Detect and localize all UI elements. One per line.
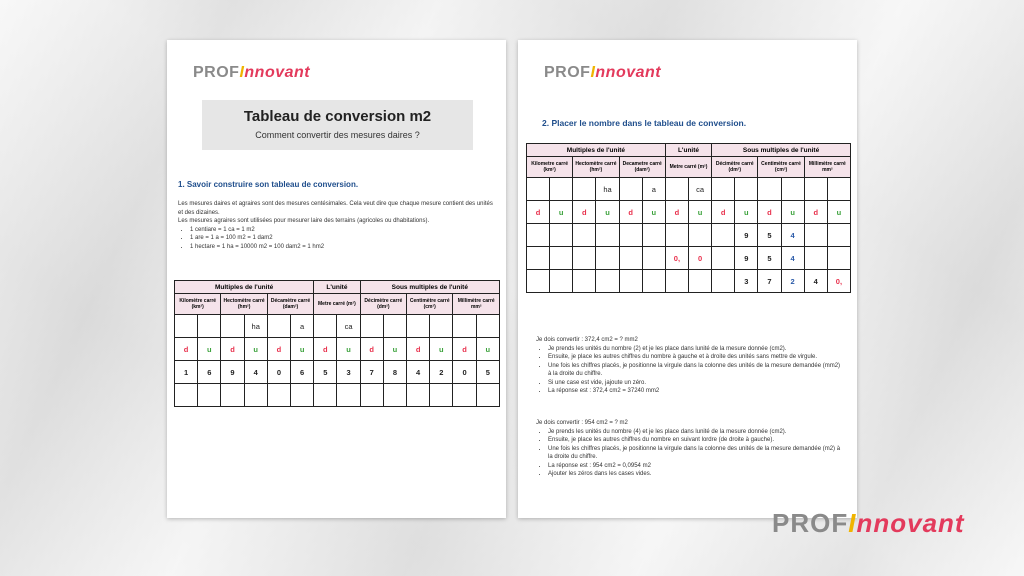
table-cell bbox=[573, 247, 596, 270]
brand-logo: PROFInnovant bbox=[193, 64, 311, 81]
table-cell: 9 bbox=[221, 361, 244, 384]
group-header: L'unité bbox=[314, 281, 360, 294]
table-cell bbox=[383, 315, 406, 338]
table-cell bbox=[665, 224, 688, 247]
table-cell: d bbox=[221, 338, 244, 361]
group-header: Sous multiples de l'unité bbox=[360, 281, 499, 294]
table-cell: u bbox=[642, 201, 665, 224]
table-cell: 5 bbox=[758, 224, 781, 247]
table-cell bbox=[642, 224, 665, 247]
unit-header: Kilomètre carré (km²) bbox=[175, 294, 221, 315]
unit-header: Centimètre carré (cm²) bbox=[758, 157, 804, 178]
table-cell bbox=[804, 224, 827, 247]
table-cell: a bbox=[642, 178, 665, 201]
table-cell: d bbox=[758, 201, 781, 224]
table-row bbox=[175, 338, 500, 361]
table-cell: d bbox=[804, 201, 827, 224]
table-row bbox=[527, 178, 851, 201]
table-cell bbox=[550, 178, 573, 201]
table-cell: d bbox=[573, 201, 596, 224]
table-row bbox=[527, 201, 851, 224]
table-cell bbox=[430, 384, 453, 407]
list-item: • La réponse est : 954 cm2 = 0,0954 m2 bbox=[548, 462, 841, 471]
table-cell: 7 bbox=[758, 270, 781, 293]
table-cell: 8 bbox=[383, 361, 406, 384]
list-item: • 1 are = 1 a = 100 m2 = 1 dam2 bbox=[190, 234, 498, 243]
table-cell bbox=[267, 384, 290, 407]
intro-line: Les mesures agraires sont utilisées pour mesurer laire des terrains (agricoles ou dhabitations). bbox=[178, 218, 430, 224]
table-cell bbox=[596, 224, 619, 247]
table-cell: 9 bbox=[735, 247, 758, 270]
table-cell bbox=[550, 224, 573, 247]
table-cell bbox=[804, 178, 827, 201]
table-cell bbox=[573, 178, 596, 201]
unit-header: Millimètre carré mm² bbox=[453, 294, 500, 315]
table-cell bbox=[476, 315, 499, 338]
table-cell bbox=[527, 224, 550, 247]
table-cell bbox=[550, 247, 573, 270]
list-item: • Ajouter les zéros dans les cases vides. bbox=[548, 470, 841, 479]
table-cell: ca bbox=[688, 178, 711, 201]
table-cell bbox=[453, 315, 476, 338]
table-cell: 2 bbox=[430, 361, 453, 384]
table-cell: 7 bbox=[360, 361, 383, 384]
table-cell: a bbox=[291, 315, 314, 338]
conversion-table bbox=[526, 143, 851, 293]
table-cell bbox=[198, 315, 221, 338]
table-cell: 5 bbox=[758, 247, 781, 270]
table-row bbox=[527, 247, 851, 270]
table-cell bbox=[712, 247, 735, 270]
group-header: Multiples de l'unité bbox=[527, 144, 666, 157]
table-cell: u bbox=[337, 338, 360, 361]
unit-header: Metre carré (m²) bbox=[314, 294, 360, 315]
table-cell: u bbox=[291, 338, 314, 361]
table-cell: d bbox=[360, 338, 383, 361]
list-item: • Une fois les chiffres placés, je positionne la virgule dans la colonne des unités de la mesure demandée (m2) à la droite du chiffre. bbox=[548, 445, 841, 462]
table-cell: u bbox=[198, 338, 221, 361]
table-row bbox=[175, 384, 500, 407]
table-cell bbox=[267, 315, 290, 338]
table-cell bbox=[712, 224, 735, 247]
group-header: Multiples de l'unité bbox=[175, 281, 314, 294]
table-cell bbox=[781, 178, 804, 201]
table-cell: u bbox=[735, 201, 758, 224]
table-cell bbox=[527, 247, 550, 270]
table-cell: d bbox=[407, 338, 430, 361]
unit-header: Millimètre carré mm² bbox=[804, 157, 850, 178]
list-item: • Je prends les unités du nombre (2) et je les place dans lunité de la mesure donnée (cm2). bbox=[548, 345, 841, 354]
table-cell: d bbox=[453, 338, 476, 361]
table-cell: 9 bbox=[735, 224, 758, 247]
page-title: Tableau de conversion m2 bbox=[243, 108, 432, 125]
table-cell: 0 bbox=[688, 247, 711, 270]
unit-header: Décimètre carré (dm²) bbox=[360, 294, 406, 315]
table-cell: 4 bbox=[407, 361, 430, 384]
table-cell: ha bbox=[596, 178, 619, 201]
table-cell bbox=[337, 384, 360, 407]
table-cell bbox=[619, 247, 642, 270]
unit-header: Kilometre carré (km²) bbox=[527, 157, 573, 178]
table-cell bbox=[383, 384, 406, 407]
list-item: • Si une case est vide, jajoute un zéro. bbox=[548, 379, 841, 388]
table-cell: ca bbox=[337, 315, 360, 338]
table-cell bbox=[527, 270, 550, 293]
table-cell bbox=[642, 270, 665, 293]
section-title: 1. Savoir construire son tableau de conversion. bbox=[178, 180, 359, 189]
table-cell bbox=[221, 315, 244, 338]
table-cell: 0, bbox=[665, 247, 688, 270]
table-cell bbox=[573, 270, 596, 293]
table-cell: d bbox=[712, 201, 735, 224]
table-cell bbox=[735, 178, 758, 201]
list-item: • Ensuite, je place les autres chiffres du nombre en suivant lordre (de droite à gauche). bbox=[548, 436, 841, 445]
table-cell: ha bbox=[244, 315, 267, 338]
table-cell bbox=[244, 384, 267, 407]
table-cell: u bbox=[244, 338, 267, 361]
table-cell bbox=[407, 315, 430, 338]
table-cell bbox=[665, 178, 688, 201]
table-cell bbox=[642, 247, 665, 270]
example-1 bbox=[536, 336, 841, 396]
table-cell bbox=[360, 384, 383, 407]
table-cell bbox=[712, 178, 735, 201]
list-item: • Je prends les unités du nombre (4) et je les place dans lunité de la mesure donnée (cm2). bbox=[548, 428, 841, 437]
unit-header: Centimètre carré (cm²) bbox=[407, 294, 453, 315]
unit-header: Decametre carré (dam²) bbox=[619, 157, 665, 178]
table-cell: 2 bbox=[781, 270, 804, 293]
table-cell bbox=[688, 270, 711, 293]
table-cell bbox=[175, 384, 198, 407]
table-cell: 6 bbox=[198, 361, 221, 384]
left-page bbox=[167, 40, 506, 518]
table-cell: 0 bbox=[453, 361, 476, 384]
table-cell bbox=[221, 384, 244, 407]
table-cell: u bbox=[430, 338, 453, 361]
unit-header: Hectomètre carré (hm²) bbox=[221, 294, 267, 315]
group-header: L'unité bbox=[665, 144, 711, 157]
table-cell: 5 bbox=[476, 361, 499, 384]
table-cell: u bbox=[688, 201, 711, 224]
page-subtitle: Comment convertir des mesures daires ? bbox=[255, 130, 420, 140]
table-cell: u bbox=[383, 338, 406, 361]
table-cell: 4 bbox=[244, 361, 267, 384]
table-cell bbox=[827, 247, 850, 270]
table-cell: d bbox=[314, 338, 337, 361]
table-cell bbox=[596, 270, 619, 293]
table-cell bbox=[827, 178, 850, 201]
table-cell bbox=[314, 315, 337, 338]
table-cell bbox=[665, 270, 688, 293]
list-item: • Une fois les chiffres placés, je positionne la virgule dans la colonne des unités de la mesure demandée (mm2) à la droite du chiffre. bbox=[548, 362, 841, 379]
list-item: • 1 hectare = 1 ha = 10000 m2 = 100 dam2 = 1 hm2 bbox=[190, 243, 498, 252]
list-item: • La réponse est : 372,4 cm2 = 37240 mm2 bbox=[548, 387, 841, 396]
table-cell: d bbox=[175, 338, 198, 361]
section-title: 2. Placer le nombre dans le tableau de conversion. bbox=[542, 118, 747, 128]
table-cell: u bbox=[827, 201, 850, 224]
example-2 bbox=[536, 419, 841, 479]
table-cell: 4 bbox=[804, 270, 827, 293]
table-cell: 3 bbox=[735, 270, 758, 293]
table-cell: d bbox=[665, 201, 688, 224]
unit-header: Metre carré (m²) bbox=[665, 157, 711, 178]
table-cell: d bbox=[619, 201, 642, 224]
group-header: Sous multiples de l'unité bbox=[712, 144, 851, 157]
brand-logo: PROFInnovant bbox=[772, 508, 965, 538]
table-cell: 4 bbox=[781, 247, 804, 270]
list-item: • 1 centiare = 1 ca = 1 m2 bbox=[190, 226, 498, 235]
right-page bbox=[518, 40, 857, 518]
example-heading: Je dois convertir : 372,4 cm2 = ? mm2 bbox=[536, 337, 638, 343]
table-cell bbox=[804, 247, 827, 270]
title-box bbox=[202, 100, 473, 150]
table-row bbox=[175, 315, 500, 338]
brand-logo: PROFInnovant bbox=[544, 64, 662, 81]
table-cell bbox=[619, 224, 642, 247]
table-cell bbox=[198, 384, 221, 407]
table-cell bbox=[550, 270, 573, 293]
table-cell bbox=[291, 384, 314, 407]
table-cell bbox=[619, 178, 642, 201]
table-cell bbox=[758, 178, 781, 201]
table-cell bbox=[596, 247, 619, 270]
table-cell bbox=[573, 224, 596, 247]
table-cell bbox=[527, 178, 550, 201]
table-cell bbox=[360, 315, 383, 338]
table-cell: d bbox=[267, 338, 290, 361]
table-cell bbox=[619, 270, 642, 293]
table-cell: u bbox=[596, 201, 619, 224]
list-item: • Ensuite, je place les autres chiffres du nombre à gauche et à droite des unités sans mettre de virgule. bbox=[548, 353, 841, 362]
unit-header: Décimètre carré (dm²) bbox=[712, 157, 758, 178]
table-cell: 0, bbox=[827, 270, 850, 293]
table-row bbox=[175, 361, 500, 384]
table-cell: u bbox=[476, 338, 499, 361]
table-cell bbox=[827, 224, 850, 247]
table-cell bbox=[314, 384, 337, 407]
table-cell: 5 bbox=[314, 361, 337, 384]
unit-header: Hectomètre carré (hm²) bbox=[573, 157, 619, 178]
table-cell: u bbox=[781, 201, 804, 224]
example-heading: Je dois convertir : 954 cm2 = ? m2 bbox=[536, 420, 628, 426]
table-cell: d bbox=[527, 201, 550, 224]
intro-line: Les mesures daires et agraires sont des mesures centésimales. Cela veut dire que chaque mesure contient des unités et des dizaines. bbox=[178, 201, 493, 216]
table-row bbox=[527, 270, 851, 293]
table-cell: u bbox=[550, 201, 573, 224]
unit-header: Décamètre carré (dam²) bbox=[267, 294, 313, 315]
table-cell: 1 bbox=[175, 361, 198, 384]
table-cell: 6 bbox=[291, 361, 314, 384]
intro-text bbox=[178, 200, 498, 251]
intro-bullets bbox=[190, 226, 498, 252]
table-cell bbox=[453, 384, 476, 407]
table-cell bbox=[430, 315, 453, 338]
table-cell: 4 bbox=[781, 224, 804, 247]
table-row bbox=[527, 224, 851, 247]
table-cell bbox=[476, 384, 499, 407]
table-cell bbox=[407, 384, 430, 407]
table-cell bbox=[688, 224, 711, 247]
table-cell: 0 bbox=[267, 361, 290, 384]
table-cell bbox=[175, 315, 198, 338]
conversion-table bbox=[174, 280, 500, 407]
table-cell bbox=[712, 270, 735, 293]
table-cell: 3 bbox=[337, 361, 360, 384]
